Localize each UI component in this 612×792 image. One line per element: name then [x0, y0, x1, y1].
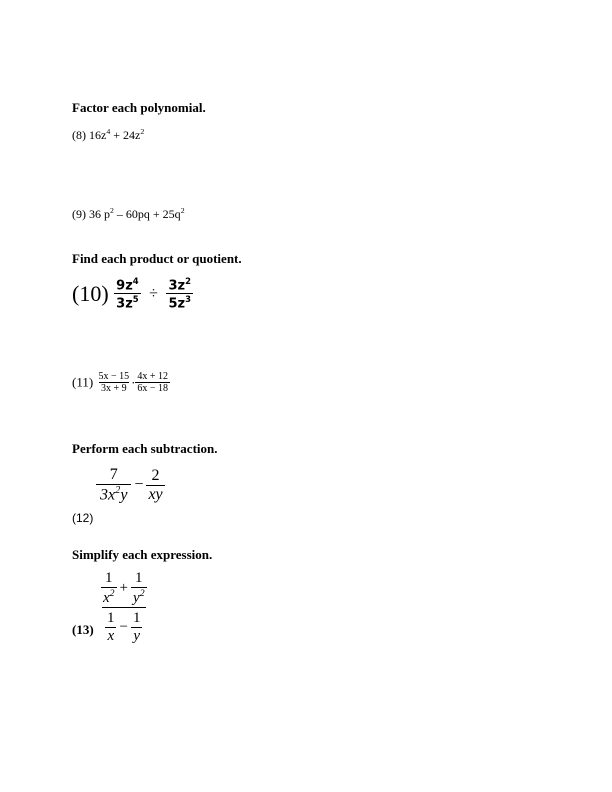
heading-product: Find each product or quotient.	[72, 251, 242, 266]
term: 36 p	[89, 207, 110, 221]
problem-8	[72, 127, 144, 143]
fraction	[114, 276, 141, 312]
denominator: y	[133, 628, 141, 644]
problem-label: (8)	[72, 128, 86, 142]
exponent: 5	[132, 294, 139, 305]
term: – 60pq + 25q	[113, 207, 181, 221]
denominator: x	[107, 628, 115, 644]
exponent: 4	[106, 127, 111, 136]
exponent: 2	[110, 206, 114, 215]
minus-operator: −	[134, 476, 144, 494]
exponent: 2	[115, 485, 121, 496]
problem-9	[72, 206, 185, 222]
numerator: 7	[109, 466, 118, 483]
numerator: 1	[135, 570, 143, 586]
exponent: 2	[180, 206, 185, 215]
numerator: 9z	[116, 278, 133, 294]
denominator: y	[133, 590, 140, 606]
fraction	[166, 276, 193, 312]
exponent: 2	[109, 588, 115, 599]
numerator: 3z	[168, 278, 186, 294]
numerator: 2	[151, 466, 160, 484]
heading-subtraction: Perform each subtraction.	[72, 441, 218, 456]
fraction	[96, 466, 131, 504]
denominator: 6x − 18	[137, 383, 169, 394]
denominator: x	[103, 590, 110, 606]
denominator: 3z	[116, 296, 133, 312]
denominator: 3x + 9	[100, 383, 127, 394]
exponent: 3	[185, 294, 191, 305]
fraction	[96, 371, 131, 394]
term: 16z	[89, 128, 107, 142]
minus-operator: −	[119, 619, 129, 635]
denominator: 3x	[100, 486, 116, 504]
denominator: xy	[148, 485, 163, 503]
problem-label: (10)	[72, 280, 109, 306]
plus-operator: +	[119, 580, 129, 596]
problem-label: (13)	[72, 622, 94, 637]
problem-label: (11)	[72, 374, 94, 390]
exponent: 2	[139, 588, 145, 599]
problem-10	[72, 276, 193, 312]
denominator: 5z	[168, 296, 186, 312]
fraction	[135, 371, 170, 394]
heading-simplify: Simplify each expression.	[72, 547, 213, 562]
problem-11	[72, 371, 170, 394]
exponent: 4	[132, 276, 139, 286]
numerator: 5x − 15	[98, 371, 130, 382]
numerator: 1	[105, 570, 113, 586]
heading-factor: Factor each polynomial.	[72, 100, 206, 115]
problem-label: (9)	[72, 207, 86, 221]
exponent: 2	[185, 276, 191, 286]
exponent: 2	[140, 127, 145, 136]
divide-operator: ÷	[149, 284, 158, 302]
numerator: 4x + 12	[137, 371, 169, 382]
numerator: 1	[107, 610, 115, 626]
complex-fraction	[98, 570, 150, 645]
fraction	[146, 467, 164, 504]
denominator: y	[120, 486, 128, 504]
multiply-operator: ·	[131, 374, 136, 390]
problem-label: (12)	[72, 511, 94, 525]
term: + 24z	[110, 128, 141, 142]
numerator: 1	[133, 610, 141, 626]
